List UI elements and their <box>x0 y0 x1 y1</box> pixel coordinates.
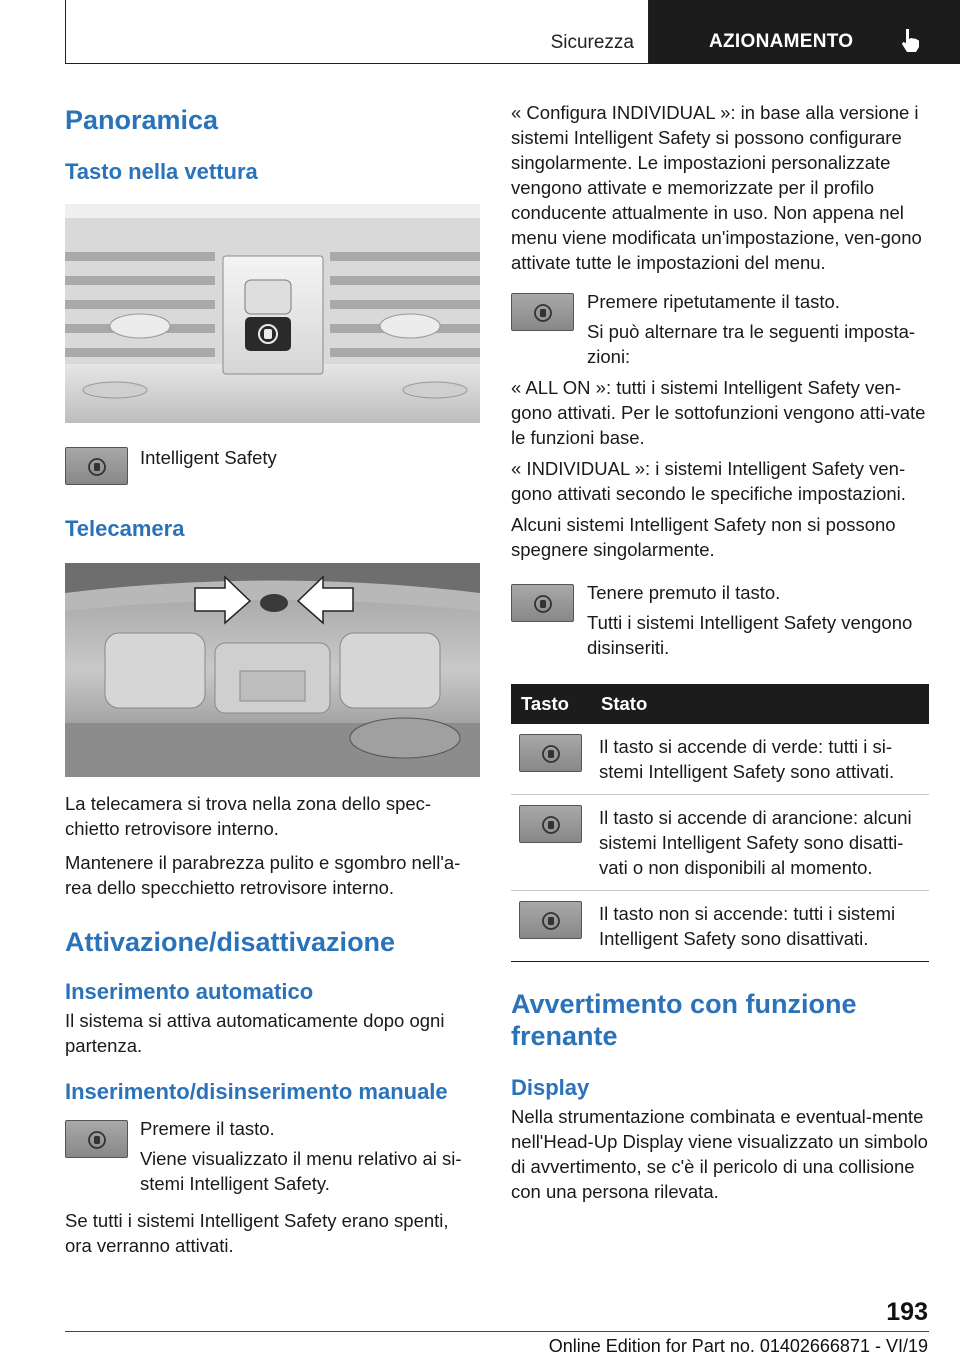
key-orange-icon <box>519 805 582 843</box>
display-text: Nella strumentazione combinata e eventual-mente nell'Head-Up Display viene visualizzato un simbolo di avvertimento, se c'è il pericolo di una collisione con una persona rilevata. <box>511 1106 928 1202</box>
table-cell-state: Il tasto non si accende: tutti i sistemi Intelligent Safety sono disattivati. <box>591 891 929 962</box>
key-row-intelligent-safety <box>65 447 480 487</box>
key-state-table <box>511 684 929 962</box>
key-row-hold <box>511 584 929 660</box>
heading-manual-activation: Inserimento/disinserimento manuale <box>65 1079 448 1104</box>
page-number: 193 <box>886 1298 928 1326</box>
header-chapter-box <box>649 0 960 64</box>
heading-button-in-car: Tasto nella vettura <box>65 159 258 184</box>
header-chapter-title: AZIONAMENTO <box>709 31 854 52</box>
manual-activation-text: Se tutti i sistemi Intelligent Safety erano spenti, ora verranno attivati. <box>65 1210 449 1256</box>
camera-clean-text: Mantenere il parabrezza pulito e sgombro nell'a-rea dello specchietto retrovisore interno. <box>65 852 461 898</box>
manual-menu-span: Viene visualizzato il menu relativo ai si-stemi Intelligent Safety. <box>140 1148 462 1194</box>
heading-auto-activation: Inserimento automatico <box>65 979 314 1004</box>
camera-photo <box>65 563 480 777</box>
table-cell-state: Il tasto si accende di verde: tutti i si-stemi Intelligent Safety sono attivati. <box>591 724 929 795</box>
auto-activation-text: Il sistema si attiva automaticamente dopo ogni partenza. <box>65 1010 445 1056</box>
all-on-text: « ALL ON »: tutti i sistemi Intelligent Safety ven-gono attivati. Per le sottofunzioni vengono atti-vate le funzioni base. <box>511 377 926 448</box>
intelligent-safety-key-icon <box>65 1120 128 1158</box>
some-systems-text: Alcuni sistemi Intelligent Safety non si possono spegnere singolarmente. <box>511 514 896 560</box>
key-label: Intelligent Safety <box>140 447 277 468</box>
key-off-icon <box>519 901 582 939</box>
left-column <box>65 100 480 1258</box>
camera-location-text: La telecamera si trova nella zona dello spec-chietto retrovisore interno. <box>65 793 432 839</box>
table-row <box>511 795 929 891</box>
key-row-repeat <box>511 293 929 369</box>
heading-display: Display <box>511 1075 590 1100</box>
hand-pointer-icon <box>897 26 925 54</box>
header-section-box <box>65 0 649 64</box>
repeat-alt-text: Si può alternare tra le seguenti imposta-zioni: <box>587 321 916 367</box>
heading-camera: Telecamera <box>65 516 185 541</box>
individual-text: « INDIVIDUAL »: i sistemi Intelligent Safety ven-gono attivati secondo le specifiche impostazioni. <box>511 458 906 504</box>
heading-activation: Attivazione/disattivazione <box>65 927 396 957</box>
hold-result-text: Tutti i sistemi Intelligent Safety vengono disinseriti. <box>587 612 913 658</box>
table-header-key: Tasto <box>511 684 591 724</box>
intelligent-safety-key-icon <box>511 584 574 622</box>
footer-rule <box>65 1331 929 1332</box>
page-header <box>65 0 960 64</box>
heading-brake-warning: Avvertimento con funzione frenante <box>511 989 857 1051</box>
table-header-row <box>511 684 929 724</box>
key-row-manual <box>65 1120 480 1200</box>
hold-press-text: Tenere premuto il tasto. <box>587 582 781 603</box>
intelligent-safety-key-icon <box>511 293 574 331</box>
button-photo <box>65 204 480 423</box>
right-column <box>511 100 929 1204</box>
key-green-icon <box>519 734 582 772</box>
repeat-press-text: Premere ripetutamente il tasto. <box>587 291 840 312</box>
table-row <box>511 891 929 962</box>
config-individual-text: « Configura INDIVIDUAL »: in base alla versione i sistemi Intelligent Safety si possono configurare singolarmente. Le impostazioni personalizzate vengono attivate e memorizzate per il profilo conducente attualmente in uso. Non appena nel menu viene modificata un'impostazione, ven-gono attivate tutte le impostazioni del menu. <box>511 102 922 273</box>
edition-text: Online Edition for Part no. 01402666871 - VI/19 <box>548 1336 928 1356</box>
table-row <box>511 724 929 795</box>
header-section-title: Sicurezza <box>550 32 634 53</box>
manual-press-text: Premere il tasto. <box>140 1118 275 1139</box>
table-cell-key <box>511 795 591 891</box>
table-cell-key <box>511 891 591 962</box>
table-cell-key <box>511 724 591 795</box>
intelligent-safety-key-icon <box>65 447 128 485</box>
table-header-state: Stato <box>591 684 929 724</box>
table-cell-state: Il tasto si accende di arancione: alcuni sistemi Intelligent Safety sono disatti-vati o non disponibili al momento. <box>591 795 929 891</box>
heading-overview: Panoramica <box>65 105 219 135</box>
